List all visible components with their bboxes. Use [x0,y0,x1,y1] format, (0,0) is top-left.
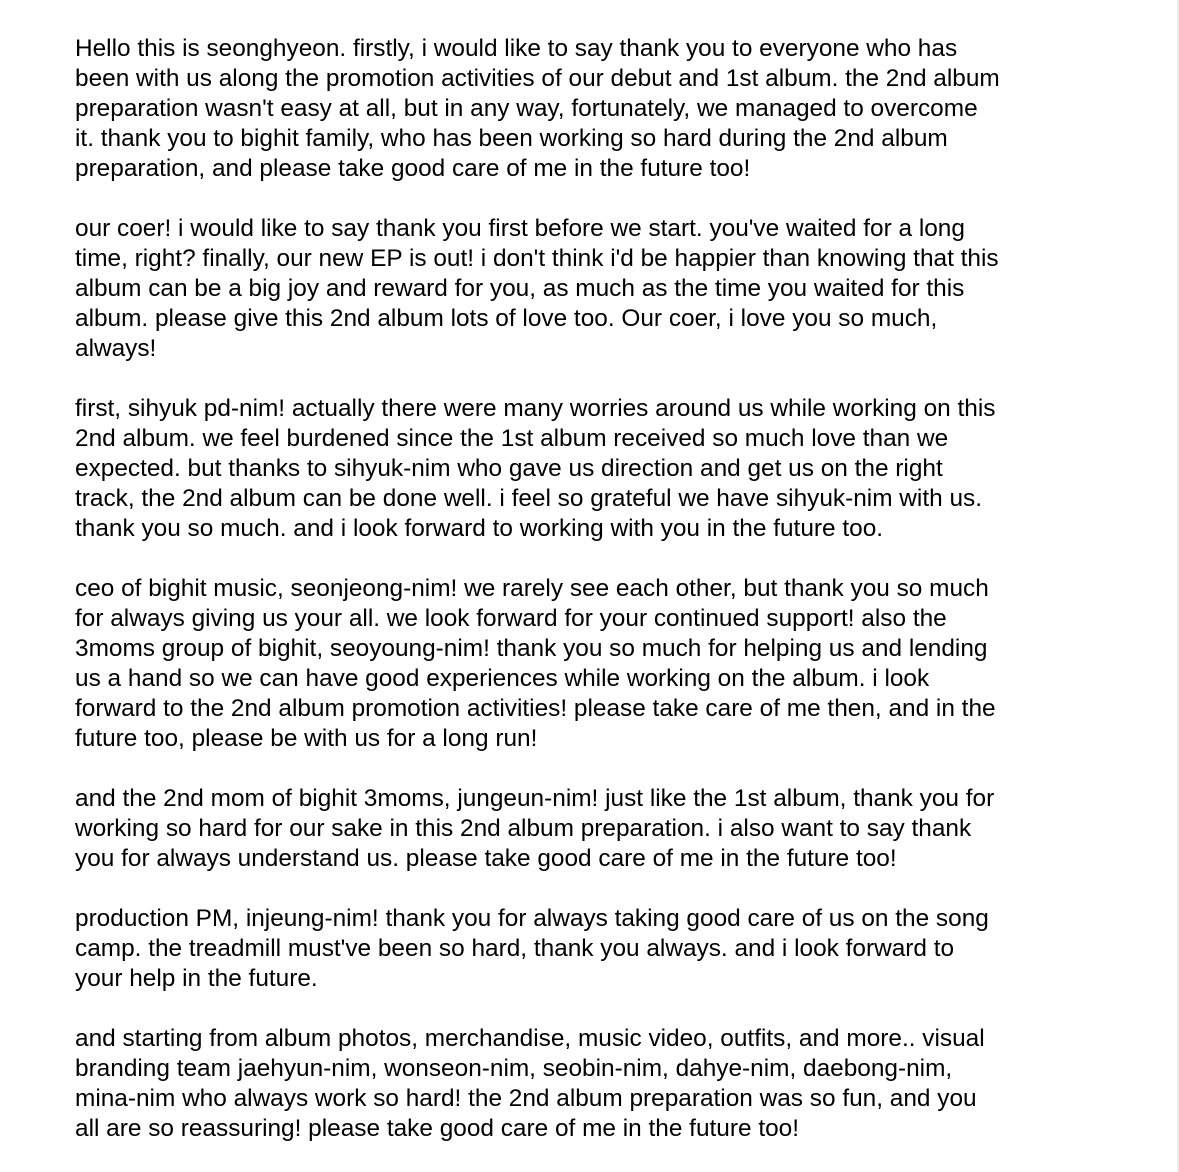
paragraph-line: been with us along the promotion activities of our debut and 1st album. the 2nd album [75,65,1000,92]
paragraph-line: us a hand so we can have good experiences while working on the album. i look [75,665,930,692]
paragraph-line: it. thank you to bighit family, who has been working so hard during the 2nd album [75,125,948,152]
paragraph-1 [75,34,1135,184]
paragraph-line: you for always understand us. please take good care of me in the future too! [75,845,897,872]
paragraph-line: working so hard for our sake in this 2nd album preparation. i also want to say thank [75,815,972,842]
paragraph-line: time, right? finally, our new EP is out! i don't think i'd be happier than knowing that this [75,245,999,272]
paragraph-line: all are so reassuring! please take good care of me in the future too! [75,1115,800,1142]
paragraph-line: expected. but thanks to sihyuk-nim who gave us direction and get us on the right [75,455,943,482]
paragraph-5 [75,784,1135,874]
paragraph-line: our coer! i would like to say thank you first before we start. you've waited for a long [75,215,965,242]
paragraph-line: ceo of bighit music, seonjeong-nim! we rarely see each other, but thank you so much [75,575,989,602]
paragraph-line: always! [75,335,157,362]
paragraph-2 [75,214,1135,364]
paragraph-line: album can be a big joy and reward for you, as much as the time you waited for this [75,275,965,302]
paragraph-line: track, the 2nd album can be done well. i feel so grateful we have sihyuk-nim with us. [75,485,982,512]
paragraph-3 [75,394,1135,544]
paragraph-line: future too, please be with us for a long run! [75,725,538,752]
paragraph-line: album. please give this 2nd album lots of love too. Our coer, i love you so much, [75,305,938,332]
document-body [75,34,1135,1172]
paragraph-4 [75,574,1135,754]
paragraph-line: thank you so much. and i look forward to working with you in the future too. [75,515,884,542]
paragraph-line: your help in the future. [75,965,318,992]
paragraph-line: camp. the treadmill must've been so hard, thank you always. and i look forward to [75,935,955,962]
paragraph-line: and starting from album photos, merchandise, music video, outfits, and more.. visual [75,1025,985,1052]
paragraph-line: and the 2nd mom of bighit 3moms, jungeun-nim! just like the 1st album, thank you for [75,785,995,812]
paragraph-line: production PM, injeung-nim! thank you for always taking good care of us on the song [75,905,989,932]
paragraph-6 [75,904,1135,994]
paragraph-line: mina-nim who always work so hard! the 2nd album preparation was so fun, and you [75,1085,977,1112]
paragraph-line: first, sihyuk pd-nim! actually there were many worries around us while working on this [75,395,996,422]
paragraph-line: branding team jaehyun-nim, wonseon-nim, seobin-nim, dahye-nim, daebong-nim, [75,1055,953,1082]
paragraph-line: for always giving us your all. we look forward for your continued support! also the [75,605,947,632]
paragraph-line: forward to the 2nd album promotion activities! please take care of me then, and in the [75,695,996,722]
paragraph-line: 3moms group of bighit, seoyoung-nim! thank you so much for helping us and lending [75,635,988,662]
paragraph-line: preparation, and please take good care of me in the future too! [75,155,751,182]
paragraph-line: 2nd album. we feel burdened since the 1st album received so much love than we [75,425,949,452]
paragraph-line: preparation wasn't easy at all, but in any way, fortunately, we managed to overcome [75,95,978,122]
paragraph-line: Hello this is seonghyeon. firstly, i would like to say thank you to everyone who has [75,35,958,62]
paragraph-7 [75,1024,1135,1144]
